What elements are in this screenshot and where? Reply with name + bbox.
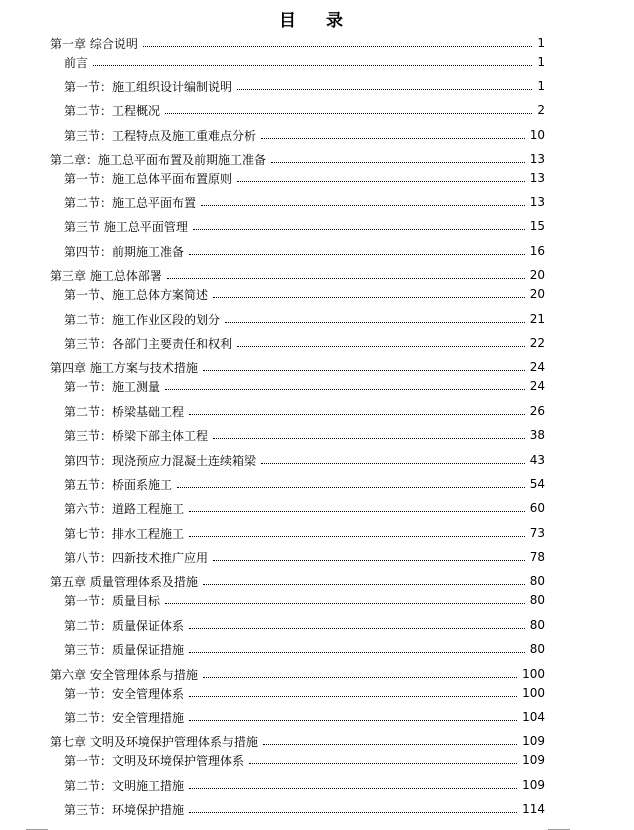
toc-page-number: 15 — [529, 219, 545, 233]
toc-page-number: 24 — [529, 360, 545, 374]
toc-section-entry[interactable] — [0, 801, 545, 817]
toc-entry-label: 第七节：排水工程施工 — [64, 526, 185, 541]
toc-page-number: 26 — [529, 404, 545, 418]
toc-chapter-entry[interactable] — [0, 666, 545, 682]
toc-dot-leader — [189, 628, 525, 629]
toc-dot-leader — [263, 744, 517, 745]
toc-dot-leader — [189, 720, 517, 721]
toc-dot-leader — [203, 584, 525, 585]
toc-page-number: 38 — [529, 428, 545, 442]
toc-dot-leader — [189, 696, 517, 697]
toc-section-entry[interactable] — [0, 54, 545, 70]
toc-dot-leader — [165, 603, 525, 604]
toc-dot-leader — [249, 763, 517, 764]
toc-section-entry[interactable] — [0, 102, 545, 118]
toc-page-number: 16 — [529, 244, 545, 258]
toc-dot-leader — [193, 229, 525, 230]
toc-entry-label: 第一节：安全管理体系 — [64, 686, 185, 701]
toc-dot-leader — [261, 138, 525, 139]
toc-entry-label: 第四节：前期施工准备 — [64, 244, 185, 259]
toc-chapter-entry[interactable] — [0, 733, 545, 749]
toc-section-entry[interactable] — [0, 378, 545, 394]
toc-entry-label: 第五节：桥面系施工 — [64, 477, 173, 492]
toc-page-number: 2 — [537, 103, 545, 117]
toc-section-entry[interactable] — [0, 286, 545, 302]
toc-section-entry[interactable] — [0, 218, 545, 234]
toc-dot-leader — [177, 487, 525, 488]
toc-entry-label: 第四节：现浇预应力混凝土连续箱梁 — [64, 453, 257, 468]
toc-section-entry[interactable] — [0, 194, 545, 210]
toc-section-entry[interactable] — [0, 127, 545, 143]
toc-page-number: 22 — [529, 336, 545, 350]
toc-title: 目 录 — [279, 11, 355, 31]
toc-entry-label: 第一节：质量目标 — [64, 593, 161, 608]
toc-entry-label: 第三节：质量保证措施 — [64, 642, 185, 657]
toc-chapter-entry[interactable] — [0, 573, 545, 589]
toc-dot-leader — [189, 414, 525, 415]
toc-entry-label: 第一节、施工总体方案简述 — [64, 287, 209, 302]
toc-entry-label: 前言 — [64, 55, 89, 70]
toc-section-entry[interactable] — [0, 592, 545, 608]
toc-entry-label: 第六节：道路工程施工 — [64, 501, 185, 516]
toc-page-number: 1 — [537, 55, 545, 69]
toc-page-number: 20 — [529, 287, 545, 301]
toc-page-number: 80 — [529, 574, 545, 588]
toc-page-number: 80 — [529, 618, 545, 632]
toc-page-number: 43 — [529, 453, 545, 467]
toc-page-number: 1 — [537, 36, 545, 50]
toc-entry-label: 第一章 综合说明 — [50, 36, 138, 51]
toc-dot-leader — [167, 278, 525, 279]
toc-dot-leader — [93, 65, 532, 66]
toc-chapter-entry[interactable] — [0, 267, 545, 283]
toc-section-entry[interactable] — [0, 170, 545, 186]
toc-section-entry[interactable] — [0, 452, 545, 468]
toc-dot-leader — [189, 536, 525, 537]
toc-page-number: 13 — [529, 152, 545, 166]
toc-dot-leader — [237, 89, 532, 90]
toc-entry-label: 第三节：桥梁下部主体工程 — [64, 428, 209, 443]
toc-dot-leader — [271, 162, 525, 163]
toc-page-number: 104 — [522, 710, 545, 724]
toc-entry-label: 第二节：文明施工措施 — [64, 778, 185, 793]
toc-entry-label: 第一节：文明及环境保护管理体系 — [64, 753, 245, 768]
toc-entry-label: 第七章 文明及环境保护管理体系与措施 — [50, 734, 258, 749]
toc-page-number: 109 — [522, 753, 545, 767]
toc-entry-label: 第一节：施工组织设计编制说明 — [64, 79, 233, 94]
toc-section-entry[interactable] — [0, 311, 545, 327]
toc-page-number: 24 — [529, 379, 545, 393]
toc-section-entry[interactable] — [0, 243, 545, 259]
toc-dot-leader — [203, 677, 517, 678]
toc-dot-leader — [165, 113, 532, 114]
toc-section-entry[interactable] — [0, 685, 545, 701]
toc-page-number: 80 — [529, 642, 545, 656]
toc-section-entry[interactable] — [0, 752, 545, 768]
toc-entry-label: 第三章 施工总体部署 — [50, 268, 162, 283]
toc-chapter-entry[interactable] — [0, 35, 545, 51]
toc-section-entry[interactable] — [0, 335, 545, 351]
toc-entry-label: 第五章 质量管理体系及措施 — [50, 574, 198, 589]
toc-page-number: 1 — [537, 79, 545, 93]
toc-dot-leader — [201, 205, 525, 206]
toc-dot-leader — [165, 389, 525, 390]
toc-section-entry[interactable] — [0, 709, 545, 725]
toc-entry-label: 第三节：各部门主要责任和权利 — [64, 336, 233, 351]
toc-entry-label: 第三节：工程特点及施工重难点分析 — [64, 128, 257, 143]
toc-dot-leader — [189, 812, 517, 813]
toc-page-number: 13 — [529, 195, 545, 209]
toc-page-number: 78 — [529, 550, 545, 564]
toc-dot-leader — [261, 463, 525, 464]
toc-section-entry[interactable] — [0, 78, 545, 94]
toc-section-entry[interactable] — [0, 549, 545, 565]
toc-page-number: 10 — [529, 128, 545, 142]
toc-dot-leader — [189, 652, 525, 653]
toc-dot-leader — [213, 438, 525, 439]
toc-page-number: 13 — [529, 171, 545, 185]
toc-chapter-entry[interactable] — [0, 359, 545, 375]
toc-page-number: 114 — [522, 802, 545, 816]
toc-entry-label: 第八节：四新技术推广应用 — [64, 550, 209, 565]
toc-entry-label: 第三节 施工总平面管理 — [64, 219, 188, 234]
toc-entry-label: 第一节：施工测量 — [64, 379, 161, 394]
toc-section-entry[interactable] — [0, 427, 545, 443]
toc-section-entry[interactable] — [0, 500, 545, 516]
toc-entry-label: 第三节：环境保护措施 — [64, 802, 185, 817]
toc-dot-leader — [213, 297, 525, 298]
toc-page-number: 80 — [529, 593, 545, 607]
toc-dot-leader — [189, 788, 517, 789]
toc-entry-label: 第二节：质量保证体系 — [64, 618, 185, 633]
toc-entry-label: 第二节：桥梁基础工程 — [64, 404, 185, 419]
toc-dot-leader — [189, 254, 525, 255]
toc-section-entry[interactable] — [0, 777, 545, 793]
toc-page-number: 109 — [522, 778, 545, 792]
toc-page-number: 100 — [522, 686, 545, 700]
toc-dot-leader — [225, 322, 525, 323]
toc-entry-label: 第二节：施工总平面布置 — [64, 195, 197, 210]
toc-page-number: 60 — [529, 501, 545, 515]
toc-page-number: 100 — [522, 667, 545, 681]
toc-page-number: 21 — [529, 312, 545, 326]
toc-chapter-entry[interactable] — [0, 151, 545, 167]
toc-entry-label: 第四章 施工方案与技术措施 — [50, 360, 198, 375]
toc-entry-label: 第二节：安全管理措施 — [64, 710, 185, 725]
toc-entry-label: 第六章 安全管理体系与措施 — [50, 667, 198, 682]
toc-page-number: 54 — [529, 477, 545, 491]
toc-dot-leader — [203, 370, 525, 371]
toc-dot-leader — [237, 181, 525, 182]
toc-page-number: 109 — [522, 734, 545, 748]
toc-section-entry[interactable] — [0, 403, 545, 419]
toc-dot-leader — [143, 46, 533, 47]
toc-entry-label: 第二节：工程概况 — [64, 103, 161, 118]
toc-page-number: 73 — [529, 526, 545, 540]
toc-entry-label: 第二节：施工作业区段的划分 — [64, 312, 221, 327]
toc-dot-leader — [189, 511, 525, 512]
toc-section-entry[interactable] — [0, 476, 545, 492]
toc-section-entry[interactable] — [0, 617, 545, 633]
toc-section-entry[interactable] — [0, 525, 545, 541]
toc-dot-leader — [213, 560, 525, 561]
toc-page-number: 20 — [529, 268, 545, 282]
toc-section-entry[interactable] — [0, 641, 545, 657]
toc-entry-label: 第二章：施工总平面布置及前期施工准备 — [50, 152, 267, 167]
toc-entry-label: 第一节：施工总体平面布置原则 — [64, 171, 233, 186]
toc-dot-leader — [237, 346, 525, 347]
